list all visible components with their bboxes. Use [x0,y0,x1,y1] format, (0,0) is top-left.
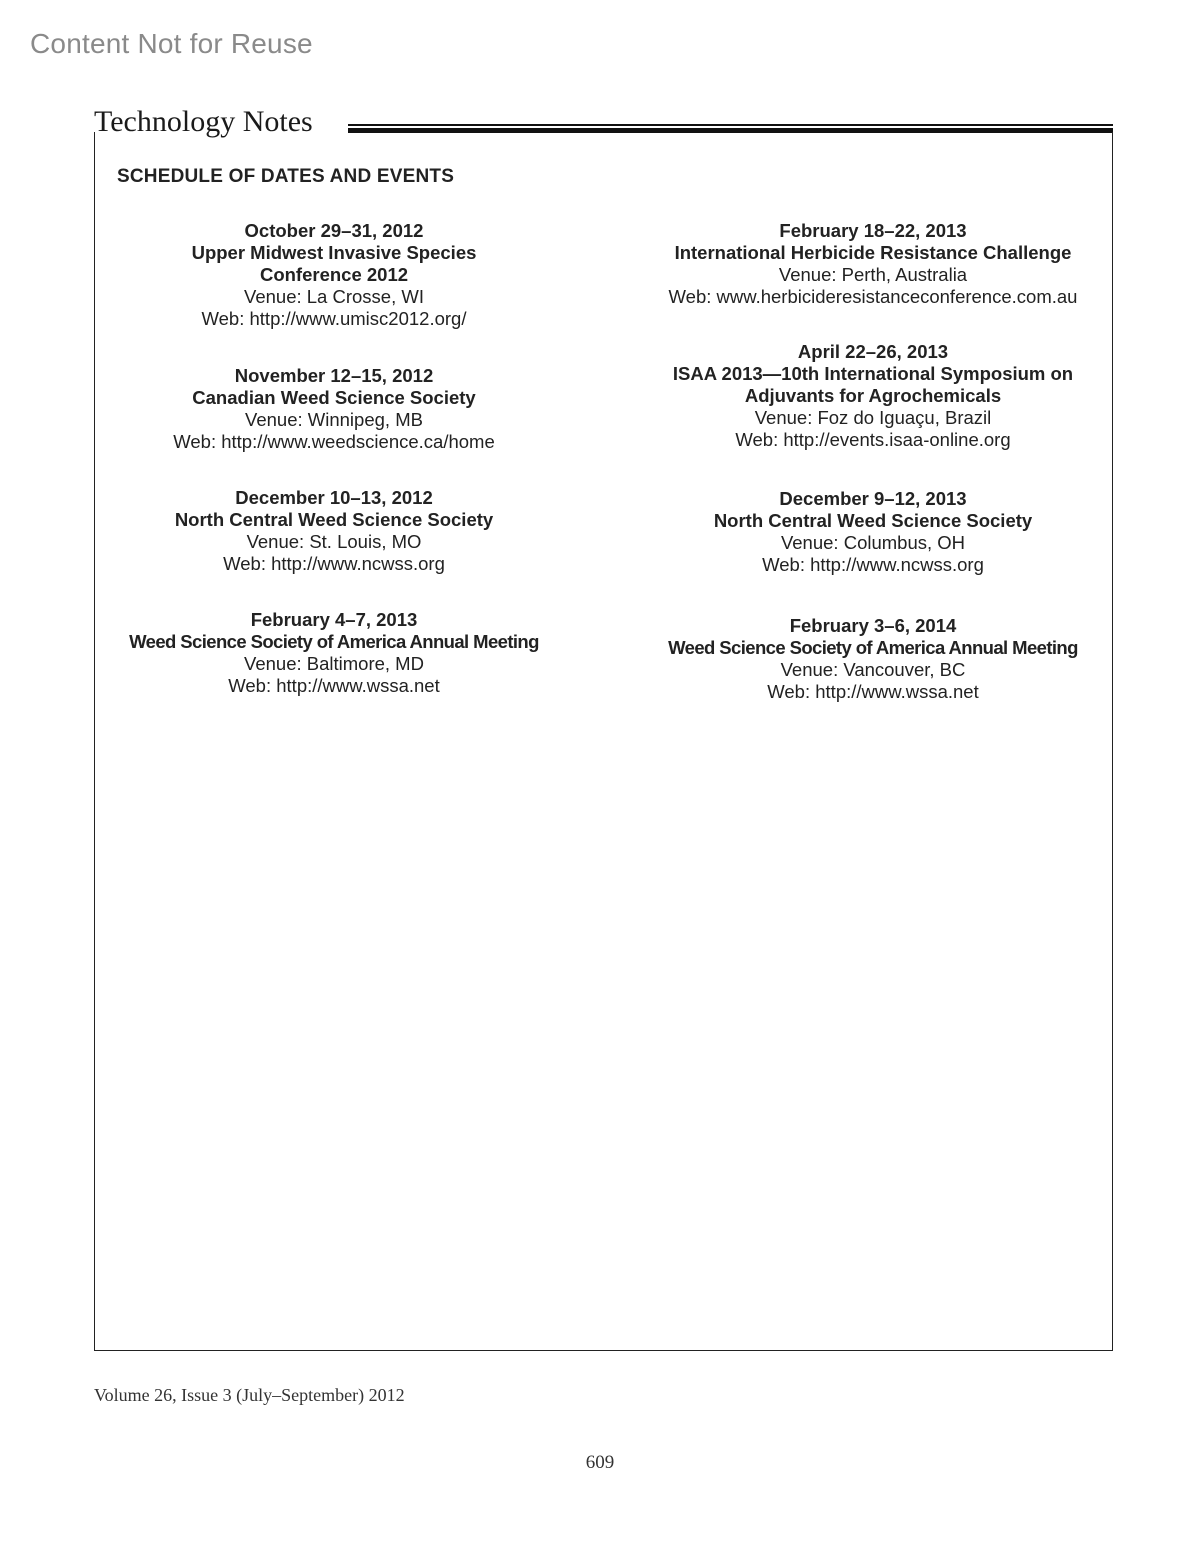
event-name: North Central Weed Science Society [713,510,1033,531]
event-web-link[interactable]: Web: http://www.wssa.net [767,681,979,702]
event-venue: Venue: Foz do Iguaçu, Brazil [754,407,992,428]
event-date: February 3–6, 2014 [789,615,957,636]
event-date: December 10–13, 2012 [235,487,433,508]
event-date: December 9–12, 2013 [779,488,967,509]
event-item [648,488,1098,576]
event-name-continued: Conference 2012 [259,264,409,285]
event-name: Weed Science Society of America Annual Meeting [668,637,1078,658]
event-date: November 12–15, 2012 [234,365,434,386]
event-item [110,365,558,453]
event-venue: Venue: St. Louis, MO [246,531,422,552]
event-item [648,615,1098,703]
event-name: International Herbicide Resistance Challenge [674,242,1072,263]
watermark-text: Content Not for Reuse [30,28,313,59]
event-web-link[interactable]: Web: www.herbicideresistanceconference.com.au [668,286,1078,307]
event-web-link[interactable]: Web: http://www.ncwss.org [762,554,984,575]
event-name: North Central Weed Science Society [174,509,494,530]
page-number: 609 [585,1452,615,1473]
event-web-link[interactable]: Web: http://events.isaa-online.org [735,429,1011,450]
event-date: February 18–22, 2013 [779,220,967,241]
event-web-link[interactable]: Web: http://www.umisc2012.org/ [201,308,467,329]
event-venue: Venue: Perth, Australia [778,264,968,285]
event-item [110,487,558,575]
event-web-link[interactable]: Web: http://www.weedscience.ca/home [173,431,495,452]
event-venue: Venue: Columbus, OH [780,532,966,553]
event-venue: Venue: Baltimore, MD [244,653,424,674]
schedule-heading: SCHEDULE OF DATES AND EVENTS [117,166,455,187]
event-venue: Venue: Winnipeg, MB [245,409,423,430]
event-name: Weed Science Society of America Annual Meeting [129,631,539,652]
section-title: Technology Notes [94,104,321,140]
event-name: ISAA 2013—10th International Symposium on [672,363,1074,384]
event-name: Canadian Weed Science Society [192,387,476,408]
event-name: Upper Midwest Invasive Species [191,242,477,263]
event-date: October 29–31, 2012 [244,220,424,241]
event-web-link[interactable]: Web: http://www.ncwss.org [223,553,445,574]
event-venue: Venue: Vancouver, BC [780,659,966,680]
footer-volume: Volume 26, Issue 3 (July–September) 2012 [94,1385,405,1405]
event-item [648,220,1098,308]
event-venue: Venue: La Crosse, WI [244,286,424,307]
event-name-continued: Adjuvants for Agrochemicals [744,385,1002,406]
event-item [110,220,558,330]
event-date: February 4–7, 2013 [250,609,418,630]
event-item [648,341,1098,451]
event-date: April 22–26, 2013 [797,341,949,362]
event-item [110,609,558,697]
event-web-link[interactable]: Web: http://www.wssa.net [228,675,440,696]
